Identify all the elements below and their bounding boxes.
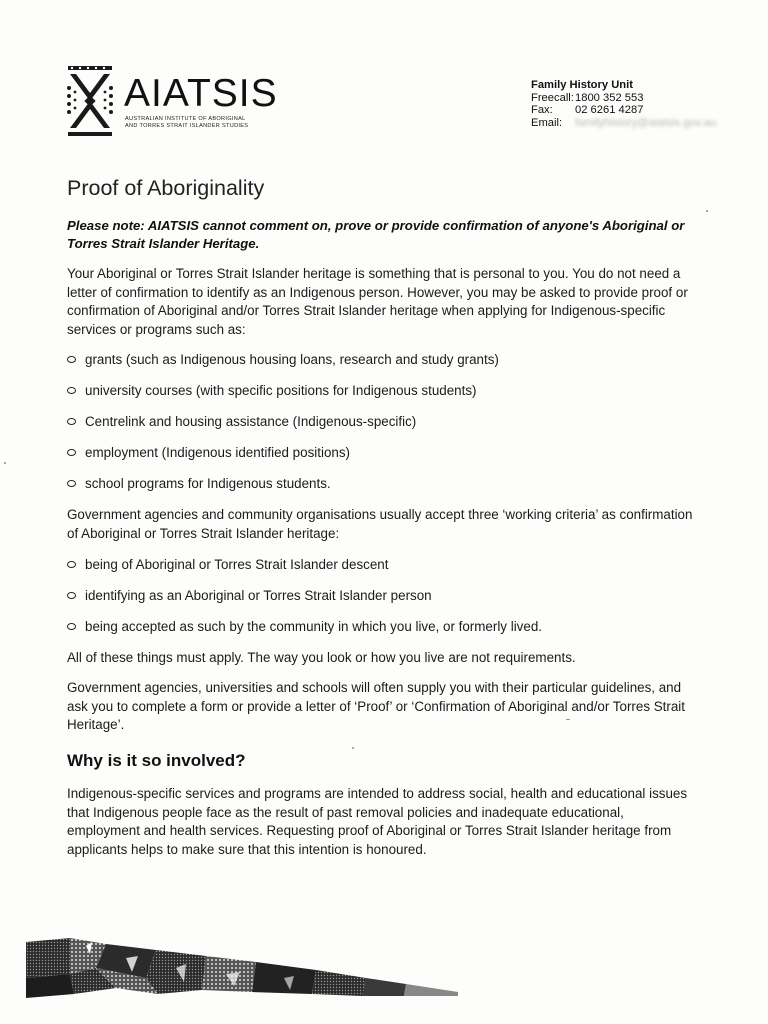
bullet-icon — [67, 449, 76, 456]
services-list — [67, 351, 699, 493]
freecall-value: 1800 352 553 — [575, 91, 644, 104]
logo-subtitle-line2: AND TORRES STRAIT ISLANDER STUDIES — [125, 123, 249, 129]
contact-email — [531, 117, 716, 130]
list-item — [67, 587, 699, 605]
bullet-icon — [67, 480, 76, 487]
list-item — [67, 556, 699, 574]
bullet-icon — [67, 356, 76, 363]
contact-block — [531, 79, 716, 129]
list-item-text: school programs for Indigenous students. — [85, 476, 331, 492]
fax-label: Fax: — [531, 104, 553, 117]
scan-speck — [352, 747, 354, 749]
scan-speck — [4, 462, 6, 464]
list-item-text: Centrelink and housing assistance (Indigenous-specific) — [85, 414, 417, 430]
list-item-text: being of Aboriginal or Torres Strait Islander descent — [85, 556, 389, 572]
list-item-text: grants (such as Indigenous housing loans, research and study grants) — [85, 352, 499, 368]
list-item-text: employment (Indigenous identified positions) — [85, 445, 350, 461]
intro-paragraph: Your Aboriginal or Torres Strait Islander heritage is something that is personal to you. You do not need a letter of confirmation to identify as an Indigenous person. However, you may be asked to provide proof or confirmation of Aboriginal and/or Torres Strait Islander heritage when applying for Indigenous-specific services or programs such as: — [67, 266, 688, 337]
page-title: Proof of Aboriginality — [67, 176, 265, 200]
list-item-text: identifying as an Aboriginal or Torres Strait Islander person — [85, 587, 432, 603]
bullet-icon — [67, 387, 76, 394]
bullet-icon — [67, 623, 76, 630]
criteria-list — [67, 556, 699, 636]
logo-subtitle — [125, 116, 248, 130]
guidelines-paragraph: Government agencies, universities and schools will often supply you with their particular guidelines, and ask you to complete a form or provide a letter of ‘Proof’ or ‘Confirmation of Aboriginal and/or Torres Strait Heritage’. — [67, 680, 685, 733]
email-label: Email: — [531, 116, 563, 129]
scan-speck — [706, 210, 708, 212]
contact-unit: Family History Unit — [531, 79, 633, 91]
logo-subtitle-line1: AUSTRALIAN INSTITUTE OF ABORIGINAL — [125, 116, 246, 122]
list-item — [67, 444, 699, 462]
list-item — [67, 351, 699, 369]
list-item — [67, 618, 699, 636]
bullet-icon — [67, 561, 76, 568]
list-item-text: being accepted as such by the community in which you live, or formerly lived. — [85, 618, 542, 634]
must-apply-paragraph: All of these things must apply. The way you look or how you live are not requirements. — [67, 649, 576, 665]
logo-wordmark: AIATSIS — [124, 72, 278, 115]
criteria-intro-paragraph: Government agencies and community organisations usually accept three ‘working criteria’ as confirmation of Aboriginal or Torres Strait Islander heritage: — [67, 507, 693, 541]
contact-fax — [531, 104, 716, 117]
section-heading: Why is it so involved? — [67, 750, 246, 770]
freecall-label: Freecall: — [531, 91, 574, 104]
bullet-icon — [67, 592, 76, 599]
disclaimer-note: Please note: AIATSIS cannot comment on, prove or provide confirmation of anyone's Aboriginal or Torres Strait Islander Heritage. — [67, 218, 685, 251]
scan-speck — [566, 719, 570, 720]
fax-value: 02 6261 4287 — [575, 104, 644, 117]
contact-freecall — [531, 92, 716, 105]
aiatsis-emblem-icon — [66, 66, 114, 136]
aiatsis-logo — [66, 66, 296, 140]
bullet-icon — [67, 418, 76, 425]
footer-pattern-graphic — [26, 938, 458, 998]
list-item — [67, 475, 699, 493]
section-paragraph: Indigenous-specific services and programs are intended to address social, health and educational issues that Indigenous people face as the result of past removal policies and inadequate educational, employment and health services. Requesting proof of Aboriginal or Torres Strait Islander heritage from applicants helps to make sure that this intention is honoured. — [67, 785, 688, 857]
document-body — [67, 170, 699, 871]
list-item — [67, 382, 699, 400]
list-item-text: university courses (with specific positions for Indigenous students) — [85, 383, 477, 399]
email-value[interactable]: familyhistory@aiatsis.gov.au — [575, 116, 717, 129]
list-item — [67, 413, 699, 431]
